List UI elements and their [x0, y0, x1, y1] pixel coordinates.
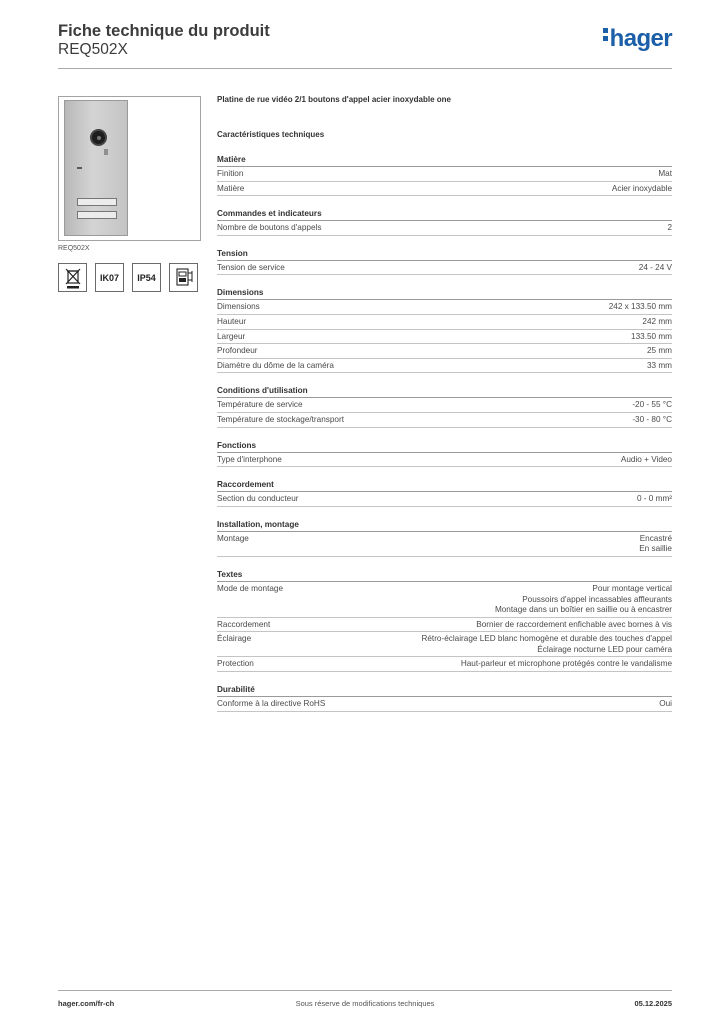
- spec-value: [639, 534, 672, 555]
- speaker-grille: [104, 149, 108, 155]
- spec-label: Montage: [217, 533, 249, 543]
- page-header: [58, 21, 672, 69]
- spec-value-line: Audio + Video: [620, 454, 672, 464]
- spec-sections: [217, 152, 672, 712]
- product-title: Platine de rue vidéo 2/1 boutons d'appel acier inoxydable one: [217, 95, 451, 104]
- spec-value: [639, 263, 672, 274]
- spec-value: [632, 400, 672, 411]
- product-reference: REQ502X: [58, 41, 128, 58]
- spec-row: [217, 582, 672, 618]
- spec-row: [217, 618, 672, 633]
- spec-row: [217, 657, 672, 672]
- spec-row: [217, 359, 672, 374]
- section-title: Matière: [217, 152, 672, 167]
- spec-label: Diamètre du dôme de la caméra: [217, 360, 334, 370]
- spec-value: [647, 361, 672, 372]
- spec-section: [217, 477, 672, 507]
- spec-row: [217, 167, 672, 182]
- spec-value: [632, 415, 672, 426]
- image-caption: REQ502X: [58, 245, 90, 252]
- spec-label: Largeur: [217, 331, 246, 341]
- spec-label: Profondeur: [217, 346, 258, 356]
- spec-value-line: Acier inoxydable: [611, 183, 672, 193]
- spec-value: [659, 699, 672, 710]
- spec-value-line: En saillie: [639, 544, 672, 554]
- section-title: Commandes et indicateurs: [217, 206, 672, 221]
- spec-row: [217, 300, 672, 315]
- header-divider: [58, 68, 672, 69]
- spec-value-line: 24 - 24 V: [638, 262, 672, 272]
- spec-value: [642, 317, 672, 328]
- spec-value-line: 242 mm: [642, 316, 672, 326]
- spec-value-line: Encastré: [639, 533, 672, 543]
- ip54-badge: IP54: [132, 263, 161, 292]
- spec-value: [495, 584, 672, 616]
- spec-value: [667, 223, 672, 234]
- spec-value: [631, 332, 672, 343]
- logo-colon-mark: [603, 25, 608, 44]
- spec-value-line: 242 x 133.50 mm: [608, 302, 672, 312]
- section-title: Tension: [217, 246, 672, 261]
- spec-row: [217, 315, 672, 330]
- spec-value-line: -30 - 80 °C: [632, 414, 672, 424]
- spec-section: [217, 383, 672, 427]
- footer-date: 05.12.2025: [634, 999, 672, 1008]
- spec-value-line: 0 - 0 mm²: [636, 494, 672, 504]
- spec-value: [612, 184, 672, 195]
- camera-icon: [90, 129, 107, 146]
- ik07-badge: IK07: [95, 263, 124, 292]
- spec-value: [658, 169, 672, 180]
- spec-row: [217, 697, 672, 712]
- footer-website-link[interactable]: hager.com/fr-ch: [58, 999, 115, 1008]
- spec-section: [217, 567, 672, 672]
- spec-value-line: 33 mm: [646, 360, 672, 370]
- spec-value-line: 133.50 mm: [631, 331, 672, 341]
- spec-row: [217, 330, 672, 345]
- product-image: [58, 96, 201, 241]
- spec-value-line: Éclairage nocturne LED pour caméra: [537, 644, 672, 654]
- spec-value-line: Oui: [659, 699, 672, 709]
- spec-row: [217, 532, 672, 557]
- section-title: Installation, montage: [217, 517, 672, 532]
- spec-row: [217, 344, 672, 359]
- call-button-1: [77, 198, 117, 206]
- spec-value-line: 2: [667, 223, 672, 233]
- spec-row: [217, 398, 672, 413]
- spec-value-line: Pour montage vertical: [592, 583, 672, 593]
- footer-disclaimer: Sous réserve de modifications techniques: [295, 999, 435, 1008]
- spec-value: [637, 494, 672, 505]
- spec-value-line: Bornier de raccordement enfichable avec bornes à vis: [476, 619, 672, 629]
- spec-value-line: -20 - 55 °C: [632, 400, 672, 410]
- spec-row: [217, 182, 672, 197]
- spec-label: Nombre de boutons d'appels: [217, 223, 322, 233]
- spec-row: [217, 492, 672, 507]
- spec-value: [647, 346, 672, 357]
- page-footer: [58, 999, 672, 1011]
- spec-value: [609, 302, 672, 313]
- section-title: Dimensions: [217, 285, 672, 300]
- spec-label: Type d'interphone: [217, 454, 282, 464]
- spec-label: Hauteur: [217, 316, 247, 326]
- spec-row: [217, 221, 672, 236]
- footer-divider: [58, 990, 672, 991]
- spec-label: Température de stockage/transport: [217, 414, 344, 424]
- document-title: Fiche technique du produit: [58, 22, 270, 40]
- spec-value: [461, 659, 672, 670]
- specs-heading: Caractéristiques techniques: [217, 130, 325, 139]
- spec-row: [217, 453, 672, 468]
- spec-label: Section du conducteur: [217, 494, 299, 504]
- section-title: Textes: [217, 567, 672, 582]
- call-button-2: [77, 211, 117, 219]
- spec-section: [217, 246, 672, 276]
- spec-section: [217, 438, 672, 468]
- door-station-plate: [64, 100, 128, 236]
- section-title: Fonctions: [217, 438, 672, 453]
- spec-label: Mode de montage: [217, 583, 283, 593]
- led-indicator: [77, 167, 82, 169]
- spec-value-line: Poussoirs d'appel incassables affleurants: [522, 594, 672, 604]
- spec-value-line: 25 mm: [646, 346, 672, 356]
- certification-badges: [58, 263, 198, 292]
- section-title: Conditions d'utilisation: [217, 383, 672, 398]
- spec-label: Finition: [217, 169, 244, 178]
- spec-label: Tension de service: [217, 262, 285, 272]
- spec-value: [621, 455, 672, 466]
- spec-label: Raccordement: [217, 619, 271, 629]
- spec-value-line: Montage dans un boîtier en saillie ou à encastrer: [494, 605, 672, 615]
- spec-section: [217, 517, 672, 557]
- spec-row: [217, 261, 672, 276]
- flush-mount-box-icon: [169, 263, 198, 292]
- spec-section: [217, 152, 672, 196]
- spec-section: [217, 285, 672, 373]
- hager-logo[interactable]: [603, 25, 672, 53]
- spec-value: [421, 634, 672, 655]
- spec-section: [217, 206, 672, 236]
- spec-label: Éclairage: [217, 634, 252, 644]
- spec-row: [217, 413, 672, 428]
- spec-value-line: Mat: [658, 169, 672, 178]
- spec-section: [217, 682, 672, 712]
- spec-label: Température de service: [217, 400, 303, 410]
- section-title: Raccordement: [217, 477, 672, 492]
- spec-label: Protection: [217, 659, 254, 669]
- spec-label: Conforme à la directive RoHS: [217, 699, 326, 709]
- spec-label: Dimensions: [217, 302, 260, 312]
- spec-label: Matière: [217, 183, 245, 193]
- spec-row: [217, 632, 672, 657]
- weee-crossed-bin-icon: [58, 263, 87, 292]
- section-title: Durabilité: [217, 682, 672, 697]
- spec-value-line: Haut-parleur et microphone protégés contre le vandalisme: [460, 659, 672, 669]
- logo-text: hager: [609, 25, 672, 52]
- specifications-panel: [217, 94, 672, 722]
- spec-value: [476, 620, 672, 631]
- spec-value-line: Rétro-éclairage LED blanc homogène et durable des touches d'appel: [421, 634, 672, 644]
